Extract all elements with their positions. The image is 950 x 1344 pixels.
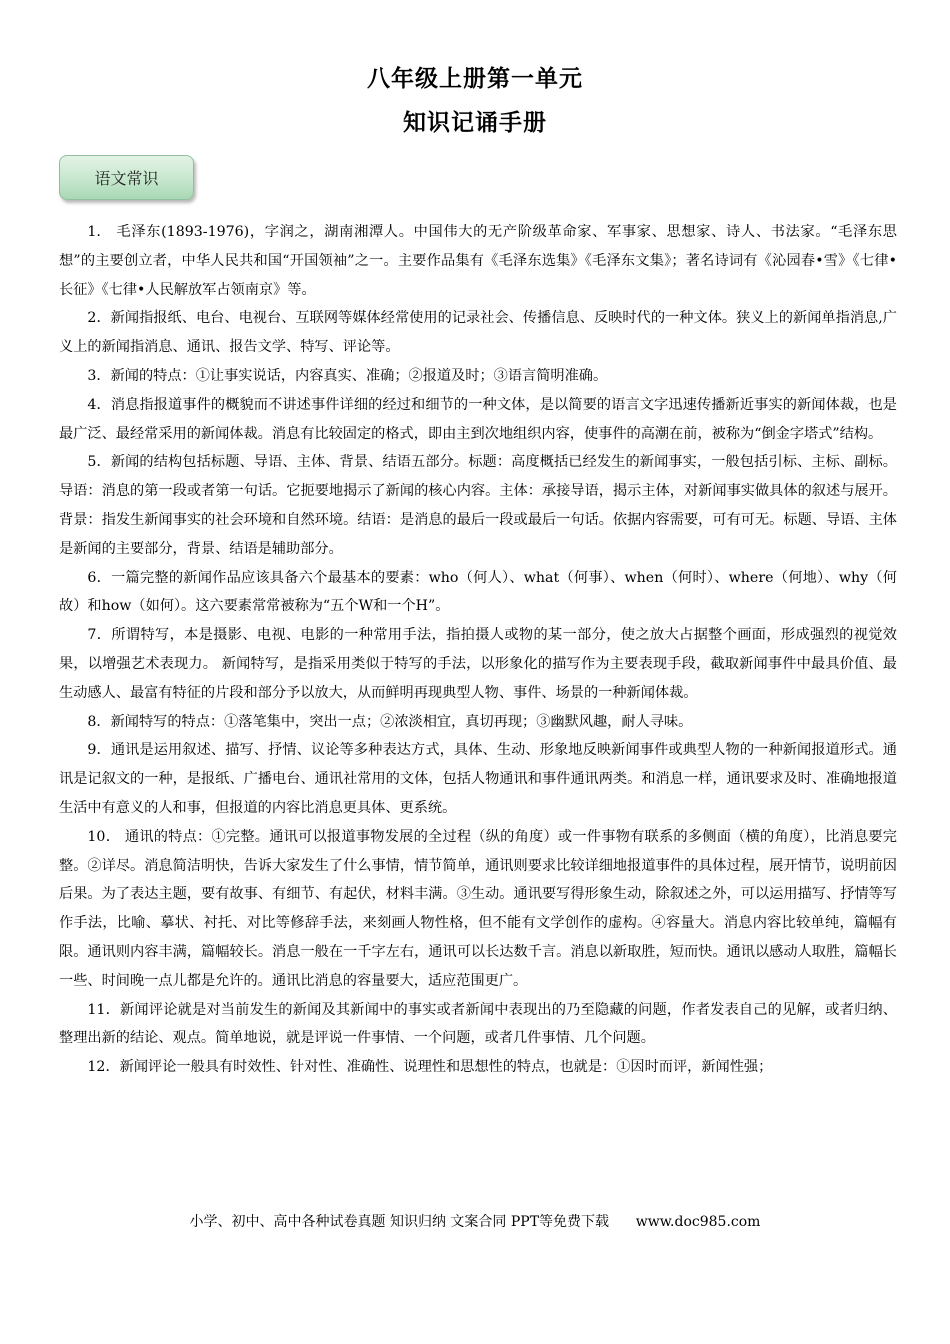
paragraph-9: 9．通讯是运用叙述、描写、抒情、议论等多种表达方式，具体、生动、形象地反映新闻事件或典型人物的一种新闻报道形式。通讯是记叙文的一种，是报纸、广播电台、通讯社常用的文体，包括人物通讯和事件通讯两类。和消息一样，通讯要求及时、准确地报道生活中有意义的人和事，但报道的内容比消息更具体、更系统。 [59,742,897,816]
paragraph-11: 11．新闻评论就是对当前发生的新闻及其新闻中的事实或者新闻中表现出的乃至隐藏的问题，作者发表自己的见解，或者归纳、整理出新的结论、观点。简单地说，就是评说一件事情、一个问题，或者几件事情、几个问题。 [59,1001,897,1047]
paragraph-2: 2．新闻指报纸、电台、电视台、互联网等媒体经常使用的记录社会、传播信息、反映时代的一种文体。狭义上的新闻单指消息,广义上的新闻指消息、通讯、报告文学、特写、评论等。 [59,310,897,356]
page-footer: 小学、初中、高中各种试卷真题 知识归纳 文案合同 PPT等免费下载 www.doc985.com [189,1214,761,1230]
paragraph-1: 1. 毛泽东(1893-1976)，字润之，湖南湘潭人。中国伟大的无产阶级革命家、军事家、思想家、诗人、书法家。“毛泽东思想”的主要创立者，中华人民共和国“开国领袖”之一。主要作品集有《毛泽东选集》《毛泽东文集》；著名诗词有《沁园春•雪》《七律•长征》《七律•人民解放军占领南京》等。 [59,224,897,298]
paragraph-12: 12．新闻评论一般具有时效性、针对性、准确性、说理性和思想性的特点，也就是：①因时而评，新闻性强； [87,1059,773,1076]
paragraph-4: 4．消息指报道事件的概貌而不讲述事件详细的经过和细节的一种文体，是以简要的语言文字迅速传播新近事实的新闻体裁，也是最广泛、最经常采用的新闻体裁。消息有比较固定的格式，即由主到次地组织内容，使事件的高潮在前，被称为“倒金字塔式”结构。 [59,396,897,442]
document-subtitle: 知识记诵手册 [403,109,547,136]
paragraph-10: 10． 通讯的特点：①完整。通讯可以报道事物发展的全过程（纵的角度）或一件事物有联系的多侧面（横的角度），比消息要完整。②详尽。消息简洁明快，告诉大家发生了什么事情，情节简单，通讯则要求比较详细地报道事件的具体过程，展开情节，说明前因后果。为了表达主题，要有故事、有细节、有起伏，材料丰满。③生动。通讯要写得形象生动，除叙述之外，可以运用描写、抒情等写作手法，比喻、摹状、衬托、对比等修辞手法，来刻画人物性格，但不能有文学创作的虚构。④容量大。消息内容比较单纯，篇幅有限。通讯则内容丰满，篇幅较长。消息一般在一千字左右，通讯可以长达数千言。消息以新取胜，短而快。通讯以感动人取胜，篇幅长一些、时间晚一点儿都是允许的。通讯比消息的容量要大，适应范围更广。 [59,828,897,989]
section-badge: 语文常识 [59,155,194,200]
paragraph-8: 8．新闻特写的特点：①落笔集中，突出一点；②浓淡相宜，真切再现；③幽默风趣，耐人寻味。 [87,713,693,730]
paragraph-5: 5．新闻的结构包括标题、导语、主体、背景、结语五部分。标题：高度概括已经发生的新闻事实，一般包括引标、主标、副标。导语：消息的第一段或者第一句话。它扼要地揭示了新闻的核心内容。主体：承接导语，揭示主体，对新闻事实做具体的叙述与展开。背景：指发生新闻事实的社会环境和自然环境。结语：是消息的最后一段或最后一句话。依据内容需要，可有可无。标题、导语、主体是新闻的主要部分，背景、结语是辅助部分。 [59,454,897,557]
paragraph-3: 3．新闻的特点：①让事实说话，内容真实、准确；②报道及时；③语言简明准确。 [87,367,608,384]
document-title: 八年级上册第一单元 [367,65,583,92]
document-body [59,218,897,1082]
paragraph-6: 6．一篇完整的新闻作品应该具备六个最基本的要素：who（何人）、what（何事）、when（何时）、where（何地）、why（何故）和how（如何）。这六要素常常被称为“五个W和一个H”。 [59,569,897,615]
paragraph-7: 7．所谓特写，本是摄影、电视、电影的一种常用手法，指拍摄人或物的某一部分，使之放大占据整个画面，形成强烈的视觉效果，以增强艺术表现力。 新闻特写，是指采用类似于特写的手法，以形象化的描写作为主要表现手段，截取新闻事件中最具价值、最生动感人、最富有特征的片段和部分予以放大，从而鲜明再现典型人物、事件、场景的一种新闻体裁。 [59,627,897,701]
